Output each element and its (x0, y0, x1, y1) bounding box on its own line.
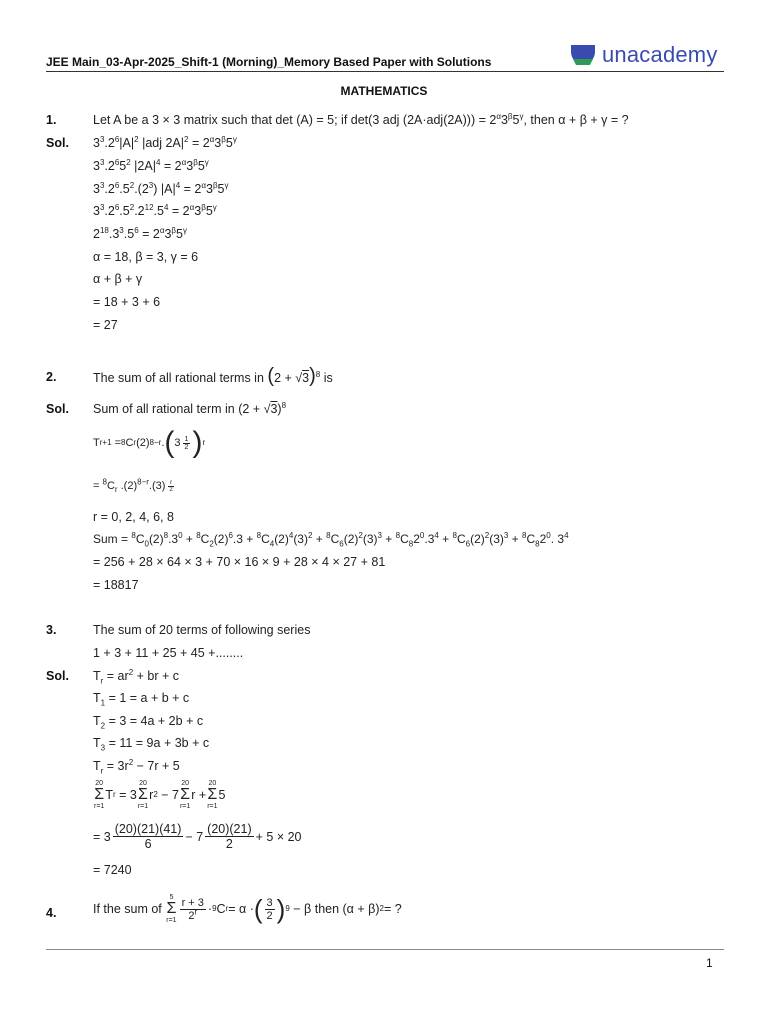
q1-step-2: $3^3.2^65^2$ $|2A|^4 = 2^\alpha 3^\beta 5^\gamma$ (93, 157, 209, 173)
q3-formula: = 3 $\frac{(20)(21)(41)}{6}$ − 7 $\frac{(20)(21)}{2}$ + 5 × 20 (93, 822, 302, 851)
q3-step-2: $T_1 = 1 = a + b + c$ (93, 691, 190, 708)
section-title: MATHEMATICS (340, 84, 428, 98)
question-4-number: 4. (46, 906, 57, 920)
logo-wordmark: unacademy (602, 42, 718, 67)
q1-answer-line: = 27 (93, 318, 118, 332)
q1-answer-line: = 18 + 3 + 6 (93, 295, 161, 309)
q1-answer-line: α = 18, β = 3, γ = 6 (93, 250, 199, 264)
header-divider (46, 71, 724, 72)
q1-step-3: $3^3.2^6.5^2.(2^3) |A|^4 = 2^\alpha 3^\beta 5^\gamma$ (93, 180, 229, 196)
q1-answer-line: α + β + γ (93, 272, 143, 286)
question-4-text: If the sum of 5 Σ r=1 $\frac{r + 3}{2^r}$ · 9 C r = α · ( $\frac{3}{2}$ ) 9 − β then (α + β) 2 = ? (93, 894, 402, 924)
footer-divider (46, 949, 724, 950)
q2-solution-label: Sol. (46, 402, 69, 416)
q2-sum-expression: Sum = $^8C_0(2)^8.3^0 + ^8C_2(2)^6.3 + ^8C_4(2)^4(3)^2 + ^8C_6(2)^2(3)^3 + ^8C_82^0.3^4 + ^8C_6(2)^2(3)^3 + ^8C_82^0$. $3^4$ (93, 531, 569, 549)
unacademy-logo-icon (570, 43, 596, 67)
question-2-number: 2. (46, 370, 57, 384)
question-1-text: Let A be a 3 × 3 matrix such that det (A) = 5; if det(3 adj $(2A\cdot adj(2A))) = 2^\alpha 3^\beta 5^\gamma$, then α + β + γ = ? (93, 111, 629, 127)
question-1-number: 1. (46, 113, 57, 127)
q2-solution-intro: Sum of all rational term in $(2 + √3)^8$ (93, 400, 287, 416)
unacademy-logo (570, 42, 718, 68)
q3-step-4: $T_3 = 11 = 9a + 3b + c$ (93, 736, 210, 753)
question-3-text: The sum of 20 terms of following series (93, 623, 311, 637)
q2-general-term: T r+1 = 8 C r (2) 8−r . ( 3 $\frac{1}{2}$ ) r (93, 426, 206, 459)
q2-result: = 18817 (93, 578, 139, 592)
question-3-number: 3. (46, 623, 57, 637)
q2-general-term-simplified: = $^8C_r$ $.(2)^{8-r}.(3)$ $\frac{r}{2}$ (93, 477, 173, 495)
q3-step-3: $T_2 = 3 = 4a + 2b + c$ (93, 714, 204, 731)
q1-step-5: $2^{18}.3^3.5^6 = 2^\alpha 3^\beta 5^\gamma$ (93, 225, 187, 241)
q3-step-1: $T_r = ar^2$ + br + c (93, 667, 179, 686)
q2-r-values: r = 0, 2, 4, 6, 8 (93, 510, 174, 524)
q3-step-5: $T_r = 3r^2 - 7r + 5$ (93, 757, 180, 776)
question-2-text: The sum of all rational terms in $(2 + √3)^8$ is (93, 365, 333, 387)
page-number: 1 (706, 956, 713, 970)
q2-calculation: = 256 + 28 × 64 × 3 + 70 × 16 × 9 + 28 × 4 × 27 + 81 (93, 555, 386, 569)
document-header-title: JEE Main_03-Apr-2025_Shift-1 (Morning)_Memory Based Paper with Solutions (46, 55, 492, 69)
q3-solution-label: Sol. (46, 669, 69, 683)
q3-summation: 20 Σ r=1 T r = 3 20 Σ r=1 r 2 − 7 20 Σ r=1 r + 20 Σ r=1 5 (94, 780, 226, 810)
question-3-series: 1 + 3 + 11 + 25 + 45 +........ (93, 646, 244, 660)
q3-result: = 7240 (93, 863, 132, 877)
q1-step-4: $3^3.2^6.5^2.2^{12}.5^4 = 2^\alpha 3^\beta 5^\gamma$ (93, 202, 217, 218)
q1-solution-label: Sol. (46, 136, 69, 150)
q1-step-1: $3^3.2^6|A|^2$ |adj $2A|^2 = 2^\alpha 3^\beta 5^\gamma$ (93, 134, 237, 150)
